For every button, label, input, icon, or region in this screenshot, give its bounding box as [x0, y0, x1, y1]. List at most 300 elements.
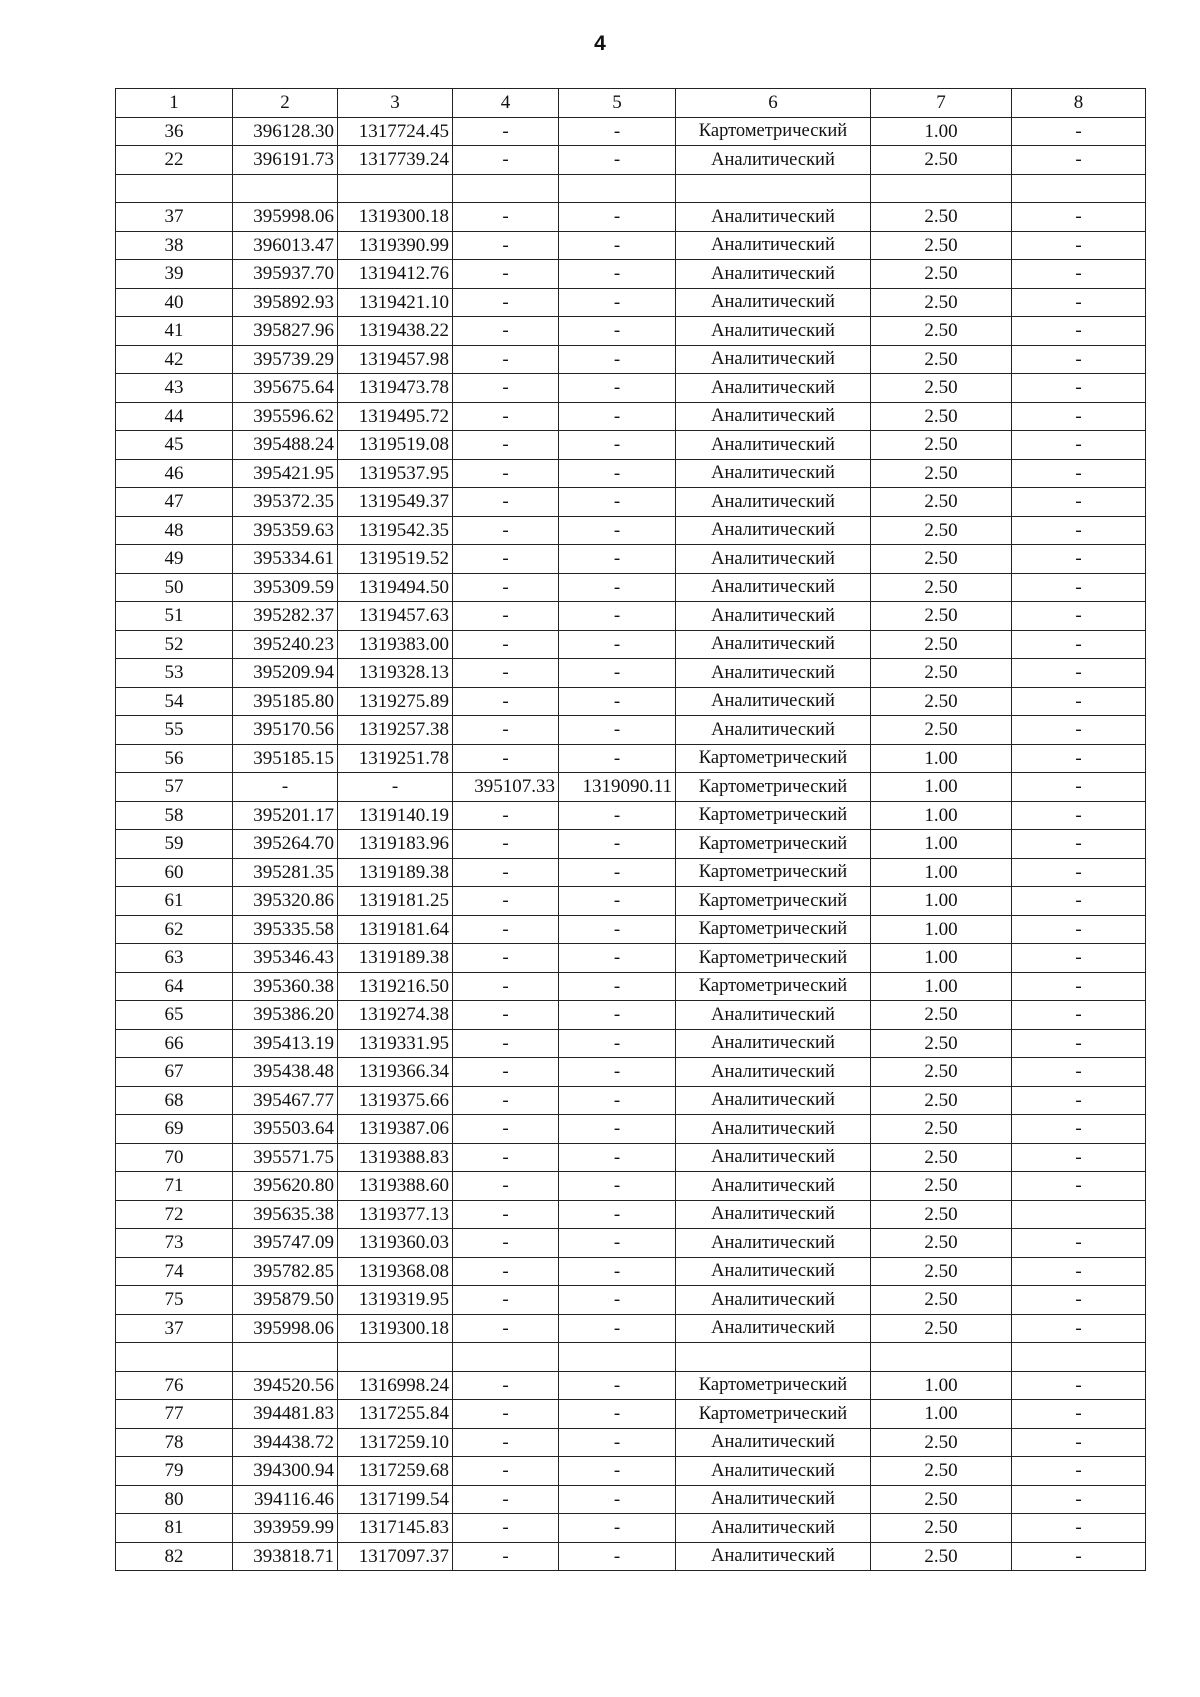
x-coordinate-alt-cell: -: [453, 146, 559, 175]
table-row: [116, 830, 1146, 859]
point-number-cell: 73: [116, 1229, 233, 1258]
accuracy-cell: 2.50: [871, 488, 1012, 517]
point-number-cell: 51: [116, 602, 233, 631]
x-coordinate-cell: 395503.64: [233, 1115, 338, 1144]
table-row: [116, 231, 1146, 260]
column-header: 1: [116, 89, 233, 118]
note-cell: -: [1012, 773, 1146, 802]
y-coordinate-cell: 1319457.98: [338, 345, 453, 374]
table-row: [116, 972, 1146, 1001]
x-coordinate-cell: 395675.64: [233, 374, 338, 403]
table-row: [116, 944, 1146, 973]
point-number-cell: 38: [116, 231, 233, 260]
accuracy-cell: 2.50: [871, 1229, 1012, 1258]
table-row: [116, 516, 1146, 545]
point-number-cell: 56: [116, 744, 233, 773]
determination-method-cell: Картометрический: [676, 944, 871, 973]
y-coordinate-alt-cell: [559, 1343, 676, 1372]
point-number-cell: 58: [116, 801, 233, 830]
determination-method-cell: Аналитический: [676, 1514, 871, 1543]
accuracy-cell: 2.50: [871, 1542, 1012, 1571]
column-header: 5: [559, 89, 676, 118]
x-coordinate-cell: 395320.86: [233, 887, 338, 916]
determination-method-cell: Аналитический: [676, 1200, 871, 1229]
accuracy-cell: 2.50: [871, 1058, 1012, 1087]
note-cell: -: [1012, 1029, 1146, 1058]
x-coordinate-alt-cell: -: [453, 1172, 559, 1201]
x-coordinate-cell: 395334.61: [233, 545, 338, 574]
y-coordinate-cell: 1319189.38: [338, 944, 453, 973]
x-coordinate-cell: 395201.17: [233, 801, 338, 830]
point-number-cell: 67: [116, 1058, 233, 1087]
y-coordinate-alt-cell: 1319090.11: [559, 773, 676, 802]
x-coordinate-alt-cell: [453, 174, 559, 203]
table-row: [116, 1086, 1146, 1115]
y-coordinate-alt-cell: -: [559, 1428, 676, 1457]
x-coordinate-cell: 395170.56: [233, 716, 338, 745]
x-coordinate-cell: 393818.71: [233, 1542, 338, 1571]
table-row: [116, 1143, 1146, 1172]
y-coordinate-alt-cell: -: [559, 1001, 676, 1030]
accuracy-cell: 2.50: [871, 1314, 1012, 1343]
table-row: [116, 1485, 1146, 1514]
accuracy-cell: 1.00: [871, 944, 1012, 973]
table-row: [116, 1457, 1146, 1486]
note-cell: -: [1012, 260, 1146, 289]
x-coordinate-alt-cell: -: [453, 801, 559, 830]
determination-method-cell: Картометрический: [676, 972, 871, 1001]
y-coordinate-alt-cell: -: [559, 1286, 676, 1315]
y-coordinate-alt-cell: [559, 174, 676, 203]
column-header: 2: [233, 89, 338, 118]
x-coordinate-alt-cell: -: [453, 231, 559, 260]
note-cell: -: [1012, 1086, 1146, 1115]
point-number-cell: 80: [116, 1485, 233, 1514]
note-cell: -: [1012, 716, 1146, 745]
y-coordinate-cell: 1319421.10: [338, 288, 453, 317]
x-coordinate-cell: 395998.06: [233, 1314, 338, 1343]
y-coordinate-alt-cell: -: [559, 1058, 676, 1087]
accuracy-cell: 2.50: [871, 1086, 1012, 1115]
point-number-cell: 76: [116, 1371, 233, 1400]
y-coordinate-alt-cell: -: [559, 1371, 676, 1400]
point-number-cell: 52: [116, 630, 233, 659]
x-coordinate-cell: 393959.99: [233, 1514, 338, 1543]
table-row: [116, 288, 1146, 317]
y-coordinate-cell: 1319383.00: [338, 630, 453, 659]
y-coordinate-cell: 1317255.84: [338, 1400, 453, 1429]
table-row: [116, 887, 1146, 916]
note-cell: -: [1012, 830, 1146, 859]
table-row: [116, 858, 1146, 887]
y-coordinate-cell: 1319537.95: [338, 459, 453, 488]
table-row: [116, 146, 1146, 175]
y-coordinate-alt-cell: -: [559, 260, 676, 289]
determination-method-cell: Аналитический: [676, 146, 871, 175]
x-coordinate-cell: 395185.80: [233, 687, 338, 716]
accuracy-cell: 1.00: [871, 915, 1012, 944]
y-coordinate-cell: [338, 1343, 453, 1372]
note-cell: -: [1012, 345, 1146, 374]
x-coordinate-cell: 395747.09: [233, 1229, 338, 1258]
point-number-cell: 59: [116, 830, 233, 859]
y-coordinate-alt-cell: -: [559, 1485, 676, 1514]
table-row: [116, 345, 1146, 374]
y-coordinate-cell: 1319183.96: [338, 830, 453, 859]
point-number-cell: 43: [116, 374, 233, 403]
note-cell: -: [1012, 1143, 1146, 1172]
note-cell: -: [1012, 317, 1146, 346]
determination-method-cell: Картометрический: [676, 773, 871, 802]
table-row: [116, 174, 1146, 203]
point-number-cell: 41: [116, 317, 233, 346]
y-coordinate-alt-cell: -: [559, 1115, 676, 1144]
y-coordinate-cell: 1319457.63: [338, 602, 453, 631]
determination-method-cell: Аналитический: [676, 1058, 871, 1087]
x-coordinate-alt-cell: -: [453, 972, 559, 1001]
point-number-cell: [116, 174, 233, 203]
point-number-cell: 47: [116, 488, 233, 517]
x-coordinate-alt-cell: -: [453, 488, 559, 517]
determination-method-cell: Аналитический: [676, 1428, 871, 1457]
accuracy-cell: 2.50: [871, 1457, 1012, 1486]
accuracy-cell: 1.00: [871, 801, 1012, 830]
x-coordinate-cell: 395264.70: [233, 830, 338, 859]
determination-method-cell: Аналитический: [676, 1001, 871, 1030]
note-cell: -: [1012, 915, 1146, 944]
note-cell: -: [1012, 1172, 1146, 1201]
accuracy-cell: 2.50: [871, 317, 1012, 346]
x-coordinate-alt-cell: 395107.33: [453, 773, 559, 802]
determination-method-cell: Аналитический: [676, 573, 871, 602]
y-coordinate-cell: 1319375.66: [338, 1086, 453, 1115]
determination-method-cell: Аналитический: [676, 1086, 871, 1115]
determination-method-cell: Аналитический: [676, 602, 871, 631]
y-coordinate-cell: 1319495.72: [338, 402, 453, 431]
table-row: [116, 1314, 1146, 1343]
y-coordinate-alt-cell: -: [559, 716, 676, 745]
y-coordinate-cell: 1319300.18: [338, 203, 453, 232]
y-coordinate-alt-cell: -: [559, 659, 676, 688]
y-coordinate-cell: 1319388.83: [338, 1143, 453, 1172]
x-coordinate-cell: 395359.63: [233, 516, 338, 545]
note-cell: -: [1012, 630, 1146, 659]
accuracy-cell: 2.50: [871, 1115, 1012, 1144]
x-coordinate-alt-cell: -: [453, 1485, 559, 1514]
x-coordinate-cell: 396191.73: [233, 146, 338, 175]
determination-method-cell: Картометрический: [676, 744, 871, 773]
y-coordinate-cell: 1319140.19: [338, 801, 453, 830]
y-coordinate-cell: 1319274.38: [338, 1001, 453, 1030]
x-coordinate-cell: 395360.38: [233, 972, 338, 1001]
x-coordinate-alt-cell: -: [453, 374, 559, 403]
accuracy-cell: 2.50: [871, 1200, 1012, 1229]
accuracy-cell: 2.50: [871, 659, 1012, 688]
table-row: [116, 1029, 1146, 1058]
table-row: [116, 1371, 1146, 1400]
y-coordinate-cell: 1319181.25: [338, 887, 453, 916]
y-coordinate-alt-cell: -: [559, 602, 676, 631]
y-coordinate-alt-cell: -: [559, 374, 676, 403]
note-cell: -: [1012, 1314, 1146, 1343]
point-number-cell: 77: [116, 1400, 233, 1429]
x-coordinate-cell: 395635.38: [233, 1200, 338, 1229]
y-coordinate-cell: 1316998.24: [338, 1371, 453, 1400]
y-coordinate-alt-cell: -: [559, 687, 676, 716]
column-header: 4: [453, 89, 559, 118]
note-cell: -: [1012, 887, 1146, 916]
note-cell: -: [1012, 972, 1146, 1001]
table-row: [116, 716, 1146, 745]
y-coordinate-cell: 1319300.18: [338, 1314, 453, 1343]
x-coordinate-cell: 395739.29: [233, 345, 338, 374]
table-row: [116, 117, 1146, 146]
y-coordinate-cell: -: [338, 773, 453, 802]
y-coordinate-cell: 1319328.13: [338, 659, 453, 688]
determination-method-cell: Аналитический: [676, 1257, 871, 1286]
point-number-cell: 49: [116, 545, 233, 574]
table-row: [116, 630, 1146, 659]
note-cell: -: [1012, 687, 1146, 716]
note-cell: -: [1012, 516, 1146, 545]
x-coordinate-alt-cell: -: [453, 887, 559, 916]
x-coordinate-alt-cell: -: [453, 459, 559, 488]
column-header: 7: [871, 89, 1012, 118]
y-coordinate-alt-cell: -: [559, 459, 676, 488]
x-coordinate-alt-cell: -: [453, 431, 559, 460]
y-coordinate-cell: 1319368.08: [338, 1257, 453, 1286]
x-coordinate-cell: 395413.19: [233, 1029, 338, 1058]
x-coordinate-cell: 395892.93: [233, 288, 338, 317]
point-number-cell: 66: [116, 1029, 233, 1058]
x-coordinate-cell: 395346.43: [233, 944, 338, 973]
point-number-cell: 72: [116, 1200, 233, 1229]
accuracy-cell: 1.00: [871, 887, 1012, 916]
x-coordinate-alt-cell: -: [453, 545, 559, 574]
table-row: [116, 1400, 1146, 1429]
accuracy-cell: 2.50: [871, 1001, 1012, 1030]
x-coordinate-alt-cell: -: [453, 944, 559, 973]
y-coordinate-cell: 1319387.06: [338, 1115, 453, 1144]
determination-method-cell: Аналитический: [676, 1172, 871, 1201]
accuracy-cell: 2.50: [871, 146, 1012, 175]
note-cell: [1012, 1200, 1146, 1229]
determination-method-cell: Аналитический: [676, 488, 871, 517]
y-coordinate-cell: 1317259.10: [338, 1428, 453, 1457]
note-cell: -: [1012, 231, 1146, 260]
note-cell: [1012, 1343, 1146, 1372]
y-coordinate-alt-cell: -: [559, 1172, 676, 1201]
point-number-cell: 81: [116, 1514, 233, 1543]
x-coordinate-alt-cell: -: [453, 1115, 559, 1144]
accuracy-cell: 2.50: [871, 459, 1012, 488]
y-coordinate-alt-cell: -: [559, 830, 676, 859]
determination-method-cell: Аналитический: [676, 1286, 871, 1315]
table-row: [116, 1343, 1146, 1372]
determination-method-cell: Аналитический: [676, 231, 871, 260]
table-row: [116, 374, 1146, 403]
determination-method-cell: Аналитический: [676, 203, 871, 232]
y-coordinate-alt-cell: -: [559, 146, 676, 175]
y-coordinate-alt-cell: -: [559, 1542, 676, 1571]
x-coordinate-alt-cell: -: [453, 1086, 559, 1115]
point-number-cell: 37: [116, 203, 233, 232]
accuracy-cell: 2.50: [871, 630, 1012, 659]
accuracy-cell: 2.50: [871, 1143, 1012, 1172]
y-coordinate-cell: 1319319.95: [338, 1286, 453, 1315]
accuracy-cell: 2.50: [871, 260, 1012, 289]
y-coordinate-cell: 1319390.99: [338, 231, 453, 260]
point-number-cell: 45: [116, 431, 233, 460]
y-coordinate-alt-cell: -: [559, 1314, 676, 1343]
note-cell: -: [1012, 1457, 1146, 1486]
x-coordinate-cell: 395467.77: [233, 1086, 338, 1115]
point-number-cell: 22: [116, 146, 233, 175]
table-row: [116, 1542, 1146, 1571]
determination-method-cell: Картометрический: [676, 1400, 871, 1429]
x-coordinate-alt-cell: -: [453, 516, 559, 545]
y-coordinate-cell: 1319519.52: [338, 545, 453, 574]
x-coordinate-cell: 394520.56: [233, 1371, 338, 1400]
column-header: 8: [1012, 89, 1146, 118]
x-coordinate-alt-cell: -: [453, 1457, 559, 1486]
y-coordinate-alt-cell: -: [559, 117, 676, 146]
determination-method-cell: Аналитический: [676, 1029, 871, 1058]
y-coordinate-alt-cell: -: [559, 573, 676, 602]
point-number-cell: 48: [116, 516, 233, 545]
accuracy-cell: 2.50: [871, 1029, 1012, 1058]
accuracy-cell: 2.50: [871, 345, 1012, 374]
x-coordinate-cell: 394481.83: [233, 1400, 338, 1429]
x-coordinate-cell: 395335.58: [233, 915, 338, 944]
x-coordinate-cell: 396128.30: [233, 117, 338, 146]
note-cell: -: [1012, 545, 1146, 574]
y-coordinate-alt-cell: -: [559, 1457, 676, 1486]
determination-method-cell: Аналитический: [676, 1115, 871, 1144]
determination-method-cell: Аналитический: [676, 1314, 871, 1343]
table-row: [116, 1229, 1146, 1258]
note-cell: -: [1012, 402, 1146, 431]
y-coordinate-alt-cell: -: [559, 858, 676, 887]
x-coordinate-alt-cell: -: [453, 830, 559, 859]
x-coordinate-cell: 395827.96: [233, 317, 338, 346]
y-coordinate-alt-cell: -: [559, 516, 676, 545]
y-coordinate-alt-cell: -: [559, 231, 676, 260]
x-coordinate-cell: [233, 1343, 338, 1372]
point-number-cell: 40: [116, 288, 233, 317]
table-row: [116, 1115, 1146, 1144]
x-coordinate-alt-cell: -: [453, 345, 559, 374]
point-number-cell: 53: [116, 659, 233, 688]
note-cell: -: [1012, 1257, 1146, 1286]
note-cell: -: [1012, 602, 1146, 631]
note-cell: -: [1012, 488, 1146, 517]
table-row: [116, 488, 1146, 517]
y-coordinate-cell: 1319181.64: [338, 915, 453, 944]
y-coordinate-cell: 1319438.22: [338, 317, 453, 346]
x-coordinate-alt-cell: -: [453, 1514, 559, 1543]
accuracy-cell: 2.50: [871, 573, 1012, 602]
y-coordinate-cell: [338, 174, 453, 203]
accuracy-cell: 2.50: [871, 1514, 1012, 1543]
accuracy-cell: 2.50: [871, 1172, 1012, 1201]
point-number-cell: 60: [116, 858, 233, 887]
y-coordinate-alt-cell: -: [559, 1257, 676, 1286]
y-coordinate-cell: 1319216.50: [338, 972, 453, 1001]
y-coordinate-cell: 1319473.78: [338, 374, 453, 403]
point-number-cell: 79: [116, 1457, 233, 1486]
accuracy-cell: 2.50: [871, 231, 1012, 260]
x-coordinate-alt-cell: -: [453, 744, 559, 773]
x-coordinate-cell: 395998.06: [233, 203, 338, 232]
determination-method-cell: Картометрический: [676, 1371, 871, 1400]
determination-method-cell: Аналитический: [676, 1542, 871, 1571]
y-coordinate-alt-cell: -: [559, 630, 676, 659]
accuracy-cell: 1.00: [871, 830, 1012, 859]
y-coordinate-cell: 1319542.35: [338, 516, 453, 545]
note-cell: -: [1012, 1229, 1146, 1258]
y-coordinate-cell: 1319366.34: [338, 1058, 453, 1087]
y-coordinate-cell: 1319257.38: [338, 716, 453, 745]
y-coordinate-alt-cell: -: [559, 744, 676, 773]
table-row: [116, 1058, 1146, 1087]
y-coordinate-cell: 1319360.03: [338, 1229, 453, 1258]
note-cell: -: [1012, 944, 1146, 973]
note-cell: -: [1012, 659, 1146, 688]
table-row: [116, 773, 1146, 802]
y-coordinate-cell: 1317739.24: [338, 146, 453, 175]
determination-method-cell: Картометрический: [676, 887, 871, 916]
determination-method-cell: Аналитический: [676, 516, 871, 545]
x-coordinate-cell: 395596.62: [233, 402, 338, 431]
x-coordinate-alt-cell: -: [453, 1001, 559, 1030]
note-cell: -: [1012, 573, 1146, 602]
accuracy-cell: 1.00: [871, 773, 1012, 802]
y-coordinate-cell: 1319388.60: [338, 1172, 453, 1201]
table-row: [116, 402, 1146, 431]
point-number-cell: 46: [116, 459, 233, 488]
determination-method-cell: Аналитический: [676, 1143, 871, 1172]
table-row: [116, 659, 1146, 688]
point-number-cell: 70: [116, 1143, 233, 1172]
y-coordinate-cell: 1319189.38: [338, 858, 453, 887]
table-row: [116, 1200, 1146, 1229]
point-number-cell: 75: [116, 1286, 233, 1315]
x-coordinate-cell: 395879.50: [233, 1286, 338, 1315]
x-coordinate-cell: 396013.47: [233, 231, 338, 260]
x-coordinate-alt-cell: -: [453, 1200, 559, 1229]
x-coordinate-alt-cell: -: [453, 1257, 559, 1286]
accuracy-cell: 2.50: [871, 545, 1012, 574]
x-coordinate-alt-cell: -: [453, 117, 559, 146]
x-coordinate-alt-cell: -: [453, 602, 559, 631]
determination-method-cell: [676, 1343, 871, 1372]
x-coordinate-cell: 395372.35: [233, 488, 338, 517]
note-cell: -: [1012, 117, 1146, 146]
accuracy-cell: 1.00: [871, 1371, 1012, 1400]
accuracy-cell: 2.50: [871, 716, 1012, 745]
note-cell: -: [1012, 374, 1146, 403]
point-number-cell: 64: [116, 972, 233, 1001]
x-coordinate-alt-cell: -: [453, 260, 559, 289]
note-cell: -: [1012, 1286, 1146, 1315]
note-cell: -: [1012, 146, 1146, 175]
accuracy-cell: 2.50: [871, 1428, 1012, 1457]
determination-method-cell: Картометрический: [676, 915, 871, 944]
x-coordinate-alt-cell: -: [453, 716, 559, 745]
x-coordinate-cell: 395438.48: [233, 1058, 338, 1087]
x-coordinate-alt-cell: [453, 1343, 559, 1372]
